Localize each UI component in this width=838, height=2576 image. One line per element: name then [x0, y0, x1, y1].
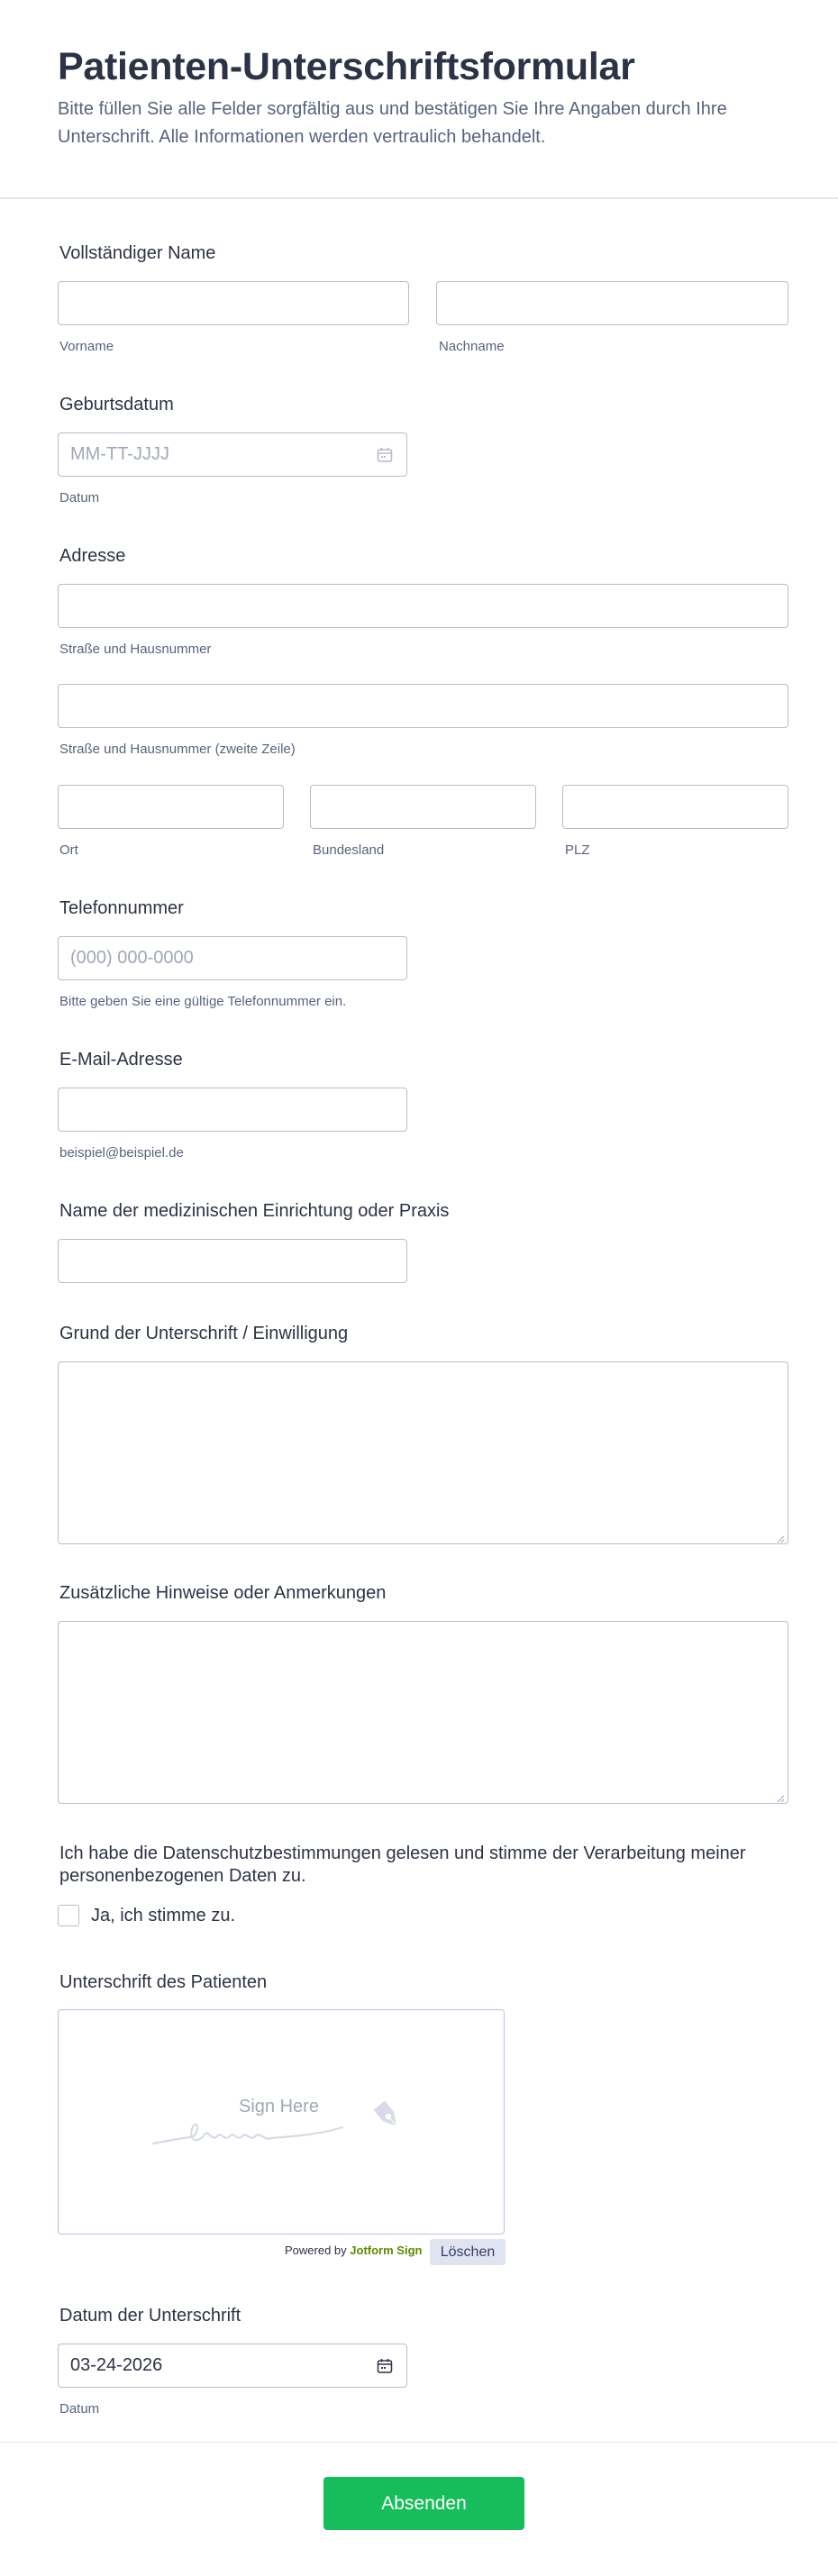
state-input[interactable]	[310, 785, 536, 829]
calendar-icon[interactable]	[376, 446, 394, 464]
consent-checkbox[interactable]	[58, 1905, 79, 1926]
page-subtitle: Bitte füllen Sie alle Felder sorgfältig aus und bestätigen Sie Ihre Angaben durch Ihre Unterschrift. Alle Informationen werden vertraulich behandelt.	[58, 99, 727, 147]
footer-divider	[0, 2442, 838, 2443]
last-name-sublabel: Nachname	[439, 339, 505, 354]
submit-button[interactable]: Absenden	[323, 2477, 524, 2530]
birthdate-placeholder: MM-TT-JJJJ	[70, 444, 169, 464]
resize-grip-icon[interactable]	[776, 1791, 785, 1800]
facility-input[interactable]	[58, 1239, 407, 1283]
address-label: Adresse	[59, 546, 126, 566]
signature-hint: Sign Here	[239, 2097, 319, 2116]
jotform-sign-link[interactable]: Jotform Sign	[350, 2244, 423, 2257]
signature-date-sublabel: Datum	[59, 2401, 100, 2417]
calendar-icon[interactable]	[376, 2357, 394, 2375]
birthdate-label: Geburtsdatum	[59, 395, 174, 414]
notes-textarea[interactable]	[58, 1621, 788, 1804]
city-input[interactable]	[58, 785, 284, 829]
zip-sublabel: PLZ	[565, 842, 590, 858]
street-input[interactable]	[58, 584, 788, 628]
reason-label: Grund der Unterschrift / Einwilligung	[59, 1324, 349, 1343]
last-name-input[interactable]	[436, 281, 788, 325]
resize-grip-icon[interactable]	[776, 1532, 785, 1541]
full-name-label: Vollständiger Name	[59, 243, 216, 263]
powered-by-text: Powered by	[285, 2244, 347, 2257]
email-sublabel: beispiel@beispiel.de	[59, 1145, 184, 1161]
powered-by	[285, 2244, 422, 2257]
signature-date-label: Datum der Unterschrift	[59, 2306, 241, 2326]
phone-input[interactable]	[58, 936, 407, 980]
consent-option-label[interactable]: Ja, ich stimme zu.	[91, 1906, 236, 1925]
consent-label: Ich habe die Datenschutzbestimmungen gelesen und stimme der Verarbeitung meiner personenbezogenen Daten zu.	[59, 1843, 746, 1886]
clear-signature-button[interactable]: Löschen	[430, 2239, 506, 2265]
signature-pad[interactable]	[58, 2009, 505, 2235]
birthdate-sublabel: Datum	[59, 490, 100, 505]
phone-sublabel: Bitte geben Sie eine gültige Telefonnummer ein.	[59, 994, 347, 1009]
page-title: Patienten-Unterschriftsformular	[58, 45, 635, 88]
phone-label: Telefonnummer	[59, 898, 184, 918]
state-sublabel: Bundesland	[313, 842, 385, 858]
signature-date-input[interactable]	[58, 2344, 407, 2388]
signature-date-value: 03-24-2026	[70, 2355, 163, 2375]
reason-textarea[interactable]	[58, 1361, 788, 1544]
street-sublabel: Straße und Hausnummer	[59, 642, 212, 657]
street2-sublabel: Straße und Hausnummer (zweite Zeile)	[59, 742, 296, 757]
first-name-input[interactable]	[58, 281, 409, 325]
city-sublabel: Ort	[59, 842, 78, 858]
birthdate-input[interactable]	[58, 432, 407, 477]
email-label: E-Mail-Adresse	[59, 1050, 183, 1070]
notes-label: Zusätzliche Hinweise oder Anmerkungen	[59, 1583, 387, 1603]
pen-icon	[369, 2097, 408, 2136]
street2-input[interactable]	[58, 684, 788, 728]
signature-label: Unterschrift des Patienten	[59, 1972, 268, 1992]
zip-input[interactable]	[562, 785, 788, 829]
first-name-sublabel: Vorname	[59, 339, 114, 354]
phone-placeholder: (000) 000-0000	[70, 948, 194, 968]
email-input[interactable]	[58, 1088, 407, 1132]
facility-label: Name der medizinischen Einrichtung oder Praxis	[59, 1201, 450, 1221]
